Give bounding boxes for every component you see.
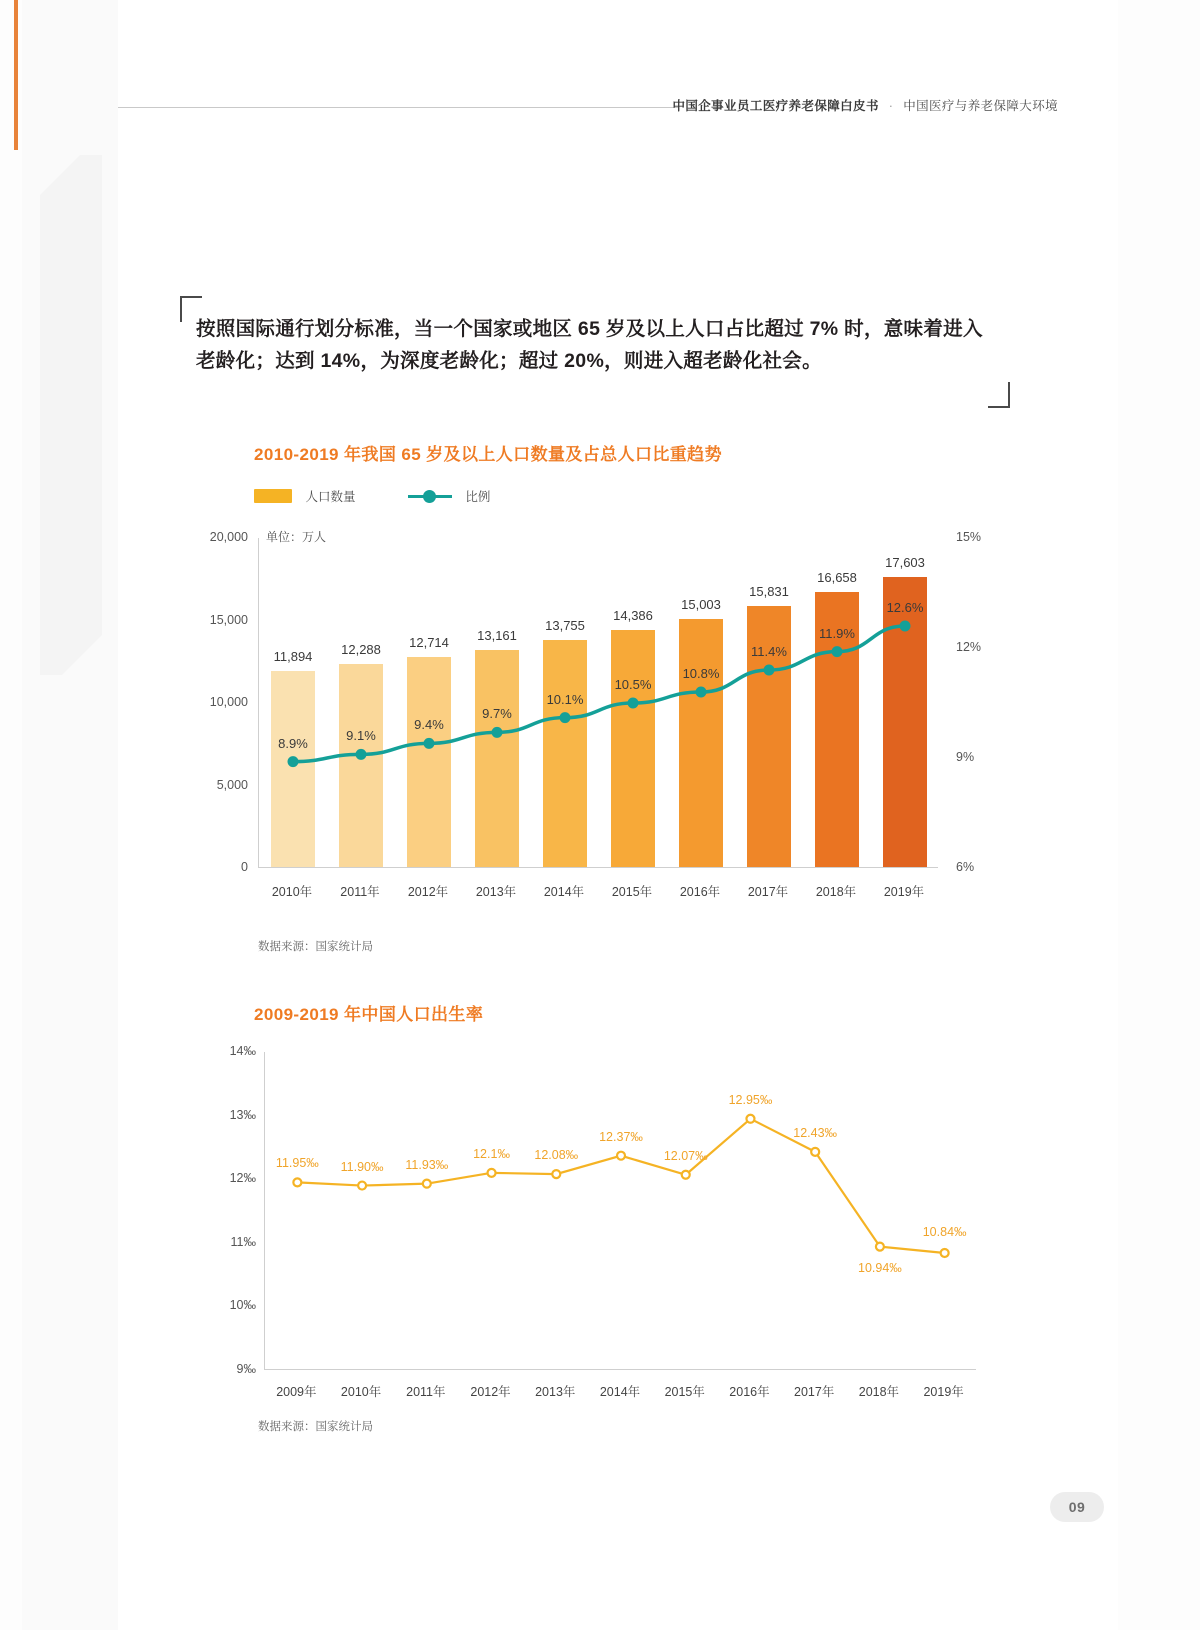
x-tick-label: 2018年 [815,885,857,899]
x-tick-label: 2013年 [535,1385,576,1399]
ratio-value-label: 8.9% [278,735,308,751]
birthrate-value-label: 11.90‰ [340,1159,384,1174]
y-tick-right: 15% [956,530,982,544]
x-tick-label: 2010年 [271,885,313,899]
y-tick-label: 9‰ [236,1362,256,1376]
header-text [672,96,1058,114]
y-tick-label: 11‰ [230,1234,256,1249]
bar-value-label: 13,161 [477,627,517,643]
y-tick-label: 12‰ [229,1171,256,1186]
chart2 [196,1040,996,1399]
birthrate-value-label: 12.1‰ [473,1146,510,1161]
chart1 [196,524,996,924]
header-rule [118,107,678,108]
y-tick-left: 10,000 [209,695,248,709]
birthrate-value-label: 10.84‰ [922,1224,967,1239]
header-subtitle: 中国医疗与养老保障大环境 [903,99,1058,113]
ratio-value-label: 11.9% [819,625,855,641]
quote-bracket-bottom-right [988,382,1010,408]
chart1-unit-label: 单位：万人 [266,530,327,544]
y-tick-left: 5,000 [216,777,248,792]
x-tick-label: 2019年 [883,885,925,899]
x-tick-label: 2019年 [923,1385,964,1399]
x-tick-label: 2012年 [407,885,449,899]
ratio-value-label: 10.8% [682,666,720,681]
header-title: 中国企事业员工医疗养老保障白皮书 [672,99,879,113]
x-tick-label: 2017年 [747,885,789,899]
x-tick-label: 2011年 [406,1385,446,1399]
y-tick-left: 15,000 [209,612,248,627]
y-tick-label: 13‰ [229,1107,256,1122]
x-tick-label: 2015年 [611,885,653,899]
x-tick-label: 2014年 [543,885,585,899]
y-tick-label: 14‰ [229,1044,256,1058]
y-tick-right: 6% [956,860,975,874]
bar-value-label: 12,288 [341,642,381,658]
x-tick-label: 2017年 [794,1385,835,1399]
bar-value-label: 16,658 [817,570,857,586]
bar-value-label: 14,386 [613,607,653,623]
legend-swatch-ratio [408,489,452,503]
y-tick-label: 10‰ [229,1298,256,1313]
birthrate-value-label: 12.08‰ [534,1148,579,1163]
quote-text: 按照国际通行划分标准，当一个国家或地区 65 岁及以上人口占比超过 7% 时，意味着进入老龄化；达到 14%，为深度老龄化；超过 20%，则进入超老龄化社会。 [196,318,983,372]
bar-value-label: 12,714 [409,635,449,651]
chart2-title: 2009-2019 年中国人口出生率 [254,1005,484,1024]
page-number: 09 [1050,1492,1104,1522]
legend-swatch-population [254,489,292,503]
ratio-value-label: 12.6% [886,600,924,615]
page-edge-accent [14,0,18,150]
x-tick-label: 2010年 [340,1385,382,1399]
bar-value-label: 11,894 [273,648,313,664]
ratio-value-label: 10.1% [546,691,584,707]
ratio-value-label: 10.5% [614,677,652,692]
ratio-value-label: 9.4% [414,717,444,733]
bar-value-label: 17,603 [885,554,925,570]
header-separator: · [888,99,894,113]
x-tick-label: 2014年 [599,1385,641,1399]
birthrate-value-label: 12.95‰ [728,1092,773,1107]
bar-value-label: 15,831 [749,583,789,599]
ratio-line-series [259,538,939,868]
birthrate-value-label: 12.07‰ [663,1148,708,1163]
x-tick-label: 2016年 [679,885,721,899]
page-header [118,96,1058,118]
x-tick-label: 2016年 [729,1385,770,1399]
left-decorative-shape [40,155,102,675]
chart1-source: 数据来源：国家统计局 [258,941,373,953]
bar-value-label: 13,755 [545,618,585,634]
birthrate-value-label: 10.94‰ [858,1260,902,1275]
y-tick-left: 0 [241,860,248,874]
chart2-source: 数据来源：国家统计局 [258,1421,373,1433]
chart2-plot-area [264,1052,976,1370]
birthrate-value-label: 12.37‰ [599,1129,643,1144]
x-tick-label: 2015年 [664,1385,705,1399]
legend-label-ratio: 比例 [465,490,491,504]
birthrate-value-label: 11.93‰ [405,1157,449,1172]
x-tick-label: 2013年 [475,885,517,899]
bar-value-label: 15,003 [681,597,721,613]
x-tick-label: 2009年 [276,1385,317,1399]
birthrate-line-series [265,1052,977,1370]
ratio-value-label: 9.1% [346,728,376,744]
y-tick-right: 12% [956,640,982,654]
legend-label-population: 人口数量 [305,490,356,504]
ratio-value-label: 11.4% [751,644,787,659]
y-tick-right: 9% [956,750,975,764]
chart1-title: 2010-2019 年我国 65 岁及以上人口数量及占总人口比重趋势 [254,445,722,464]
x-tick-label: 2018年 [858,1385,900,1399]
ratio-value-label: 9.7% [482,706,512,722]
chart1-plot-area [258,538,938,868]
birthrate-value-label: 11.95‰ [275,1156,319,1171]
x-tick-label: 2011年 [340,885,380,899]
pull-quote [180,296,1010,408]
chart1-legend [254,487,490,505]
birthrate-value-label: 12.43‰ [793,1125,838,1140]
x-tick-label: 2012年 [470,1385,511,1399]
y-tick-left: 20,000 [209,530,248,544]
